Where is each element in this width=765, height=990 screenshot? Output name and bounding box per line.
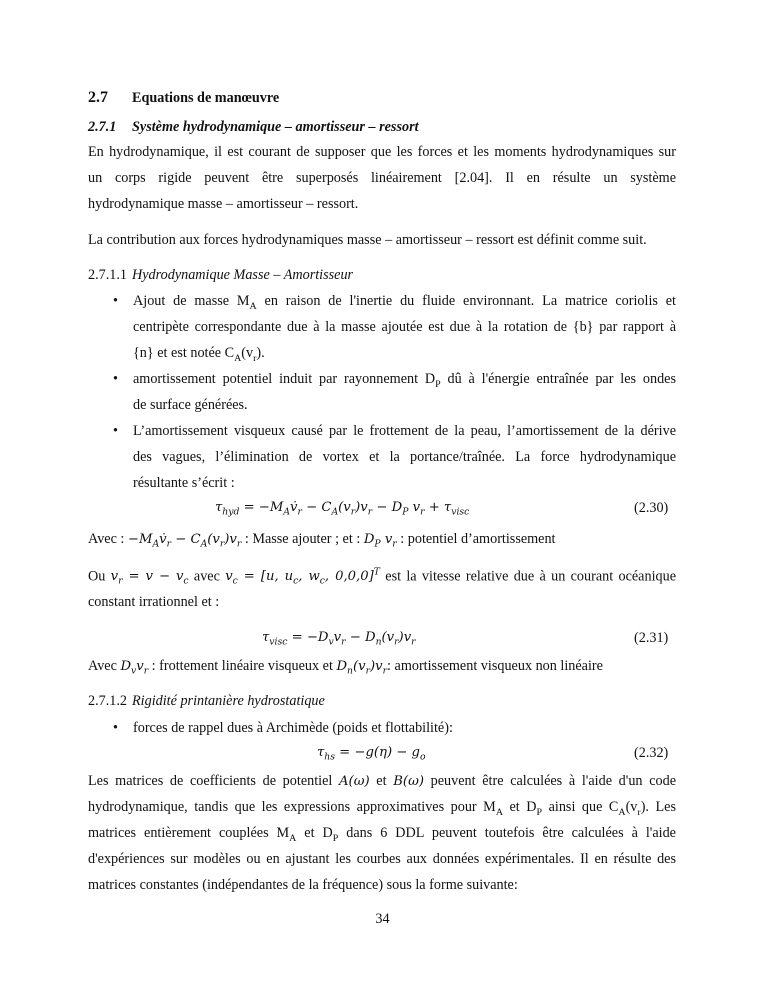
bullet-1-line-3: {n} et est notée $C_A(v_r)$.	[133, 345, 265, 364]
page-number: 34	[375, 911, 390, 927]
closing-line-2: hydrodynamique, tandis que les expressions approximatives pour $M_A$ et $D_P$ ainsi que $C_A(v_r)$. Les	[88, 799, 676, 818]
closing-line-3: matrices entièrement couplées $M_A$ et $D_P$ dans 6 DDL peuvent toutefois être calculées à l'aide	[88, 825, 676, 844]
bullet-1-line-2: centripète correspondante due à la masse ajoutée est due à la rotation de {b} par rapport à	[133, 319, 676, 335]
bullet-3-line-3: résultante s’écrit :	[133, 475, 235, 491]
ou-line-1: Ou $v_r = v - v_c$ avec $v_c = [u$, $u_c$, $w_c$, 0,0,0]$^T$ est la vitesse relative due à un courant océanique	[88, 567, 676, 588]
bullet-4-line: forces de rappel dues à Archimède (poids et flottabilité):	[133, 720, 453, 736]
equation-2-31: $\tau_{visc} = -D_vv_r - D_n(v_r)v_r$	[262, 630, 416, 648]
equation-2-30: $\tau_{hyd}$ = $-M_Av̇_r - C_A(v_r)v_r - D_P$ $v_r + \tau_{visc}$	[215, 500, 470, 518]
bullet-icon: •	[113, 371, 118, 387]
equation-number-2-31: (2.31)	[634, 630, 669, 646]
bullet-icon: •	[113, 423, 118, 439]
subsection-number: 2.7.1	[88, 119, 117, 135]
bullet-2-line-1: amortissement potentiel induit par rayonnement $D_P$ dû à l'énergie entraînée par les ondes	[133, 371, 676, 390]
bullet-3-line-2: des vagues, l’élimination de vortex et la portance/traînée. La force hydrodynamique	[133, 449, 676, 465]
bullet-2-line-2: de surface générées.	[133, 397, 248, 413]
bullet-icon: •	[113, 293, 118, 309]
subsubsection-number: 2.7.1.1	[88, 267, 128, 283]
bullet-1-line-1: Ajout de masse $M_A$ en raison de l'inertie du fluide environnant. La matrice coriolis et	[133, 293, 676, 312]
intro-line-2: un corps rigide peuvent être superposés linéairement [2.04]. Il en résulte un système	[88, 170, 676, 186]
avec-line-2: Avec $D_vv_r$ : frottement linéaire visqueux et $D_n(v_r)v_r$: amortissement visqueux non linéaire	[88, 658, 603, 677]
section-title: Equations de manœuvre	[132, 90, 280, 106]
subsubsection-number: 2.7.1.2	[88, 693, 128, 709]
closing-line-1: Les matrices de coefficients de potentiel A(ω) et B(ω) peuvent être calculées à l'aide d'un code	[88, 773, 676, 789]
intro-line-3: hydrodynamique masse – amortisseur – ressort.	[88, 196, 359, 212]
intro-line-1: En hydrodynamique, il est courant de supposer que les forces et les moments hydrodynamiques sur	[88, 144, 676, 160]
ou-line-2: constant irrationnel et :	[88, 594, 220, 610]
bullet-3-line-1: L’amortissement visqueux causé par le frottement de la peau, l’amortissement de la dérive	[133, 423, 676, 439]
closing-line-5: matrices constantes (indépendantes de la fréquence) sous la forme suivante:	[88, 877, 518, 893]
equation-number-2-32: (2.32)	[634, 745, 669, 761]
closing-line-4: d'expériences sur modèles ou en ajustant les courbes aux données expérimentales. Il en résulte des	[88, 851, 676, 867]
bullet-icon: •	[113, 720, 118, 736]
subsubsection-title: Rigidité printanière hydrostatique	[132, 693, 325, 709]
equation-2-32: $\tau_{hs} = -g(\eta) - g_o$	[317, 745, 426, 763]
section-number: 2.7	[88, 89, 108, 106]
subsection-title: Système hydrodynamique – amortisseur – ressort	[132, 119, 419, 135]
contribution-paragraph: La contribution aux forces hydrodynamiques masse – amortisseur – ressort est définit comme suit.	[88, 232, 647, 248]
subsubsection-title: Hydrodynamique Masse – Amortisseur	[132, 267, 354, 283]
equation-number-2-30: (2.30)	[634, 500, 669, 516]
avec-line-1: Avec : $-M_Av̇_r - C_A(v_r)v_r$ : Masse ajouter ; et : $D_P$ $v_r$ : potentiel d’amortissement	[88, 531, 556, 550]
